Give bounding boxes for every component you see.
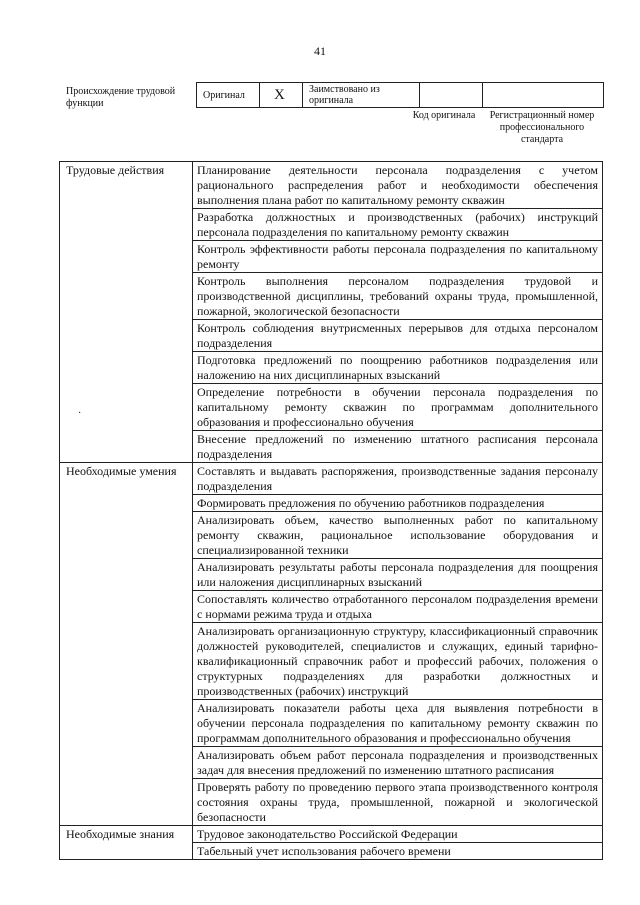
list-item: Планирование деятельности персонала подразделения с учетом рационального распределения работ и необходимости обеспечения выполнения плана работ по капитальному ремонту скважин: [193, 162, 603, 209]
list-item: Сопоставлять количество отработанного персоналом подразделения времени с нормами режима труда и отдыха: [193, 591, 603, 623]
section-title-actions: Трудовые действия: [66, 163, 165, 177]
functions-table: [59, 161, 603, 860]
list-item: Контроль выполнения персоналом подразделения трудовой и производственной дисциплины, требований охраны труда, промышленной, пожарной, экологической безопасности: [193, 273, 603, 320]
origin-label: Происхождение трудовой функции: [66, 86, 176, 109]
code-caption: Код оригинала: [412, 110, 476, 121]
table-row: [60, 826, 603, 843]
list-item: Внесение предложений по изменению штатного расписания персонала подразделения: [193, 431, 603, 463]
section-title-knowledge: Необходимые знания: [60, 826, 193, 860]
list-item: Анализировать организационную структуру, классификационный справочник должностей руководителей, специалистов и служащих, единый тарифно-квалификационный справочник работ и профессий рабочих, положения о структурных подразделениях для разработки должностных и производственных (рабочих) инструкций: [193, 623, 603, 700]
list-item: Анализировать результаты работы персонала подразделения для поощрения или наложения дисциплинарных взысканий: [193, 559, 603, 591]
list-item: Проверять работу по проведению первого этапа производственного контроля состояния охраны труда, промышленной, пожарной и экологической безопасности: [193, 779, 603, 826]
list-item: Контроль соблюдения внутрисменных перерывов для отдыха персоналом подразделения: [193, 320, 603, 352]
table-row: [60, 463, 603, 495]
section-title: [60, 162, 193, 463]
list-item: Определение потребности в обучении персонала подразделения по капитальному ремонту скважин по программам дополнительного образования и профессионально обучения: [193, 384, 603, 431]
table-row: [60, 162, 603, 209]
page-number: 41: [314, 44, 326, 58]
registration-number-cell: [483, 83, 604, 108]
original-label: Оригинал: [197, 83, 260, 108]
list-item: Анализировать показатели работы цеха для выявления потребности в обучении персонала подразделения по капитальному ремонту скважин по программам дополнительного образования и профессионально обучения: [193, 700, 603, 747]
list-item: Табельный учет использования рабочего времени: [193, 843, 603, 860]
registration-caption: Регистрационный номер профессионального стандарта: [489, 110, 595, 145]
original-code-cell: [420, 83, 483, 108]
origin-table: [196, 82, 604, 108]
list-item: Составлять и выдавать распоряжения, производственные задания персоналу подразделения: [193, 463, 603, 495]
list-item: Разработка должностных и производственных (рабочих) инструкций персонала подразделения по капитальному ремонту скважин: [193, 209, 603, 241]
original-mark: X: [260, 83, 303, 108]
list-item: Формировать предложения по обучению работников подразделения: [193, 495, 603, 512]
margin-dot: ·: [78, 408, 82, 419]
borrowed-label: Заимствовано из оригинала: [303, 83, 420, 108]
section-title-skills: Необходимые умения: [60, 463, 193, 826]
list-item: Анализировать объем работ персонала подразделения и производственных задач для внесения предложений по изменению штатного расписания: [193, 747, 603, 779]
list-item: Контроль эффективности работы персонала подразделения по капитальному ремонту: [193, 241, 603, 273]
list-item: Трудовое законодательство Российской Федерации: [193, 826, 603, 843]
list-item: Подготовка предложений по поощрению работников подразделения или наложению на них дисциплинарных взысканий: [193, 352, 603, 384]
list-item: Анализировать объем, качество выполненных работ по капитальному ремонту скважин, рациональное использование оборудования и специализированной техники: [193, 512, 603, 559]
